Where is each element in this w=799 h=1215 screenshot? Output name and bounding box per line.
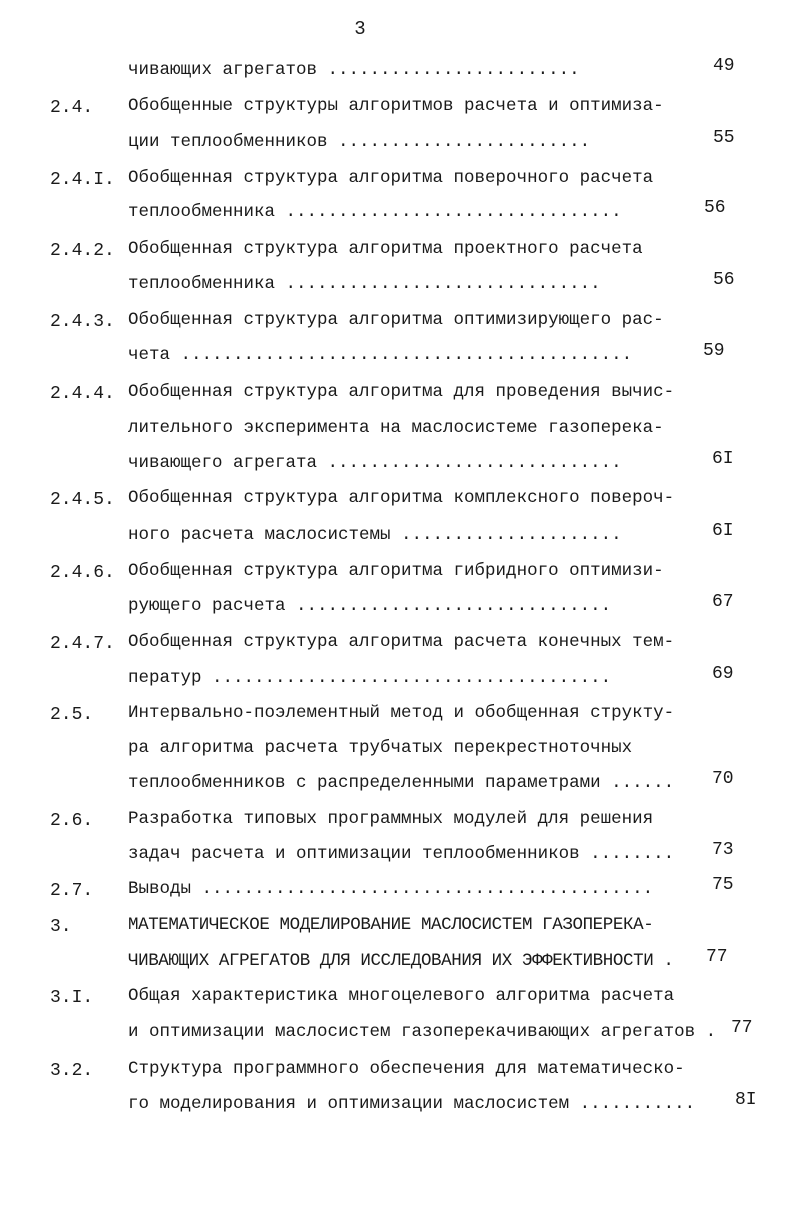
toc-page-number: 69 <box>712 664 734 684</box>
toc-entry-line: теплообменников с распределенными параметрами ...... <box>128 773 675 793</box>
toc-section-number: 2.4.7. <box>50 634 115 654</box>
toc-page-number: 56 <box>713 270 735 290</box>
toc-entry-line: Обобщенная структура алгоритма проектного расчета <box>128 239 643 259</box>
toc-page-number: 70 <box>712 769 734 789</box>
toc-entry-line: Обобщенная структура алгоритма гибридного оптимизи- <box>128 561 664 581</box>
toc-entry-line: Интервально-поэлементный метод и обобщенная структу- <box>128 703 675 723</box>
toc-section-number: 2.4.2. <box>50 241 115 261</box>
toc-section-number: 2.7. <box>50 881 94 901</box>
toc-section-number: 2.4.3. <box>50 312 115 332</box>
toc-entry-line: теплообменника .............................. <box>128 274 601 294</box>
toc-page-number: 77 <box>706 947 728 967</box>
toc-entry-line: Обобщенная структура алгоритма комплексного повероч- <box>128 488 675 508</box>
toc-section-number: 2.5. <box>50 705 94 725</box>
toc-page-number: 56 <box>704 198 726 218</box>
toc-entry-line: Обобщенная структура алгоритма расчета конечных тем- <box>128 632 675 652</box>
toc-entry-line: ператур ...................................... <box>128 668 612 688</box>
toc-page-number: 59 <box>703 341 725 361</box>
toc-entry-line: Обобщенная структура алгоритма оптимизирующего рас- <box>128 310 664 330</box>
toc-entry-line: чивающих агрегатов ........................ <box>128 60 580 80</box>
toc-entry-line: теплообменника ................................ <box>128 202 622 222</box>
toc-entry-line: лительного эксперимента на маслосистеме газоперека- <box>128 418 664 438</box>
toc-page-number: 67 <box>712 592 734 612</box>
toc-entry-line: Общая характеристика многоцелевого алгоритма расчета <box>128 986 675 1006</box>
toc-entry-line: ра алгоритма расчета трубчатых перекрестноточных <box>128 738 633 758</box>
toc-page-number: 73 <box>712 840 734 860</box>
toc-section-number: 2.4.I. <box>50 170 115 190</box>
toc-entry-line: задач расчета и оптимизации теплообменников ........ <box>128 844 675 864</box>
toc-page-number: 49 <box>713 56 735 76</box>
toc-entry-line: чивающего агрегата ............................ <box>128 453 622 473</box>
toc-section-number: 2.4.6. <box>50 563 115 583</box>
toc-entry-line: Выводы ........................................... <box>128 879 654 899</box>
toc-section-number: 3. <box>50 917 72 937</box>
toc-entry-line: Обобщенная структура алгоритма для проведения вычис- <box>128 382 675 402</box>
toc-entry-line: Разработка типовых программных модулей для решения <box>128 809 654 829</box>
toc-page-number: 75 <box>712 875 734 895</box>
toc-entry-line: ции теплообменников ........................ <box>128 132 591 152</box>
toc-entry-line: рующего расчета .............................. <box>128 596 612 616</box>
toc-section-number: 2.4.5. <box>50 490 115 510</box>
toc-entry-line: МАТЕМАТИЧЕСКОЕ МОДЕЛИРОВАНИЕ МАСЛОСИСТЕМ ГАЗОПЕРЕКА- <box>128 915 654 935</box>
toc-entry-line: го моделирования и оптимизации маслосистем ........... <box>128 1094 696 1114</box>
toc-page-number: 6I <box>712 521 734 541</box>
toc-page-number: 6I <box>712 449 734 469</box>
toc-entry-line: Структура программного обеспечения для математическо- <box>128 1059 685 1079</box>
toc-section-number: 2.6. <box>50 811 94 831</box>
toc-section-number: 2.4. <box>50 98 94 118</box>
toc-entry-line: чета ........................................... <box>128 345 633 365</box>
page-number: 3 <box>354 18 366 40</box>
toc-section-number: 3.I. <box>50 988 94 1008</box>
toc-entry-line: ЧИВАЮЩИХ АГРЕГАТОВ ДЛЯ ИССЛЕДОВАНИЯ ИХ ЭФФЕКТИВНОСТИ . <box>128 951 674 971</box>
toc-page-number: 8I <box>735 1090 757 1110</box>
toc-entry-line: и оптимизации маслосистем газоперекачивающих агрегатов . <box>128 1022 717 1042</box>
toc-entry-line: Обобщенные структуры алгоритмов расчета и оптимиза- <box>128 96 664 116</box>
toc-section-number: 2.4.4. <box>50 384 115 404</box>
toc-page-number: 55 <box>713 128 735 148</box>
toc-page-number: 77 <box>731 1018 753 1038</box>
toc-entry-line: Обобщенная структура алгоритма поверочного расчета <box>128 168 654 188</box>
toc-section-number: 3.2. <box>50 1061 94 1081</box>
toc-entry-line: ного расчета маслосистемы ..................... <box>128 525 622 545</box>
